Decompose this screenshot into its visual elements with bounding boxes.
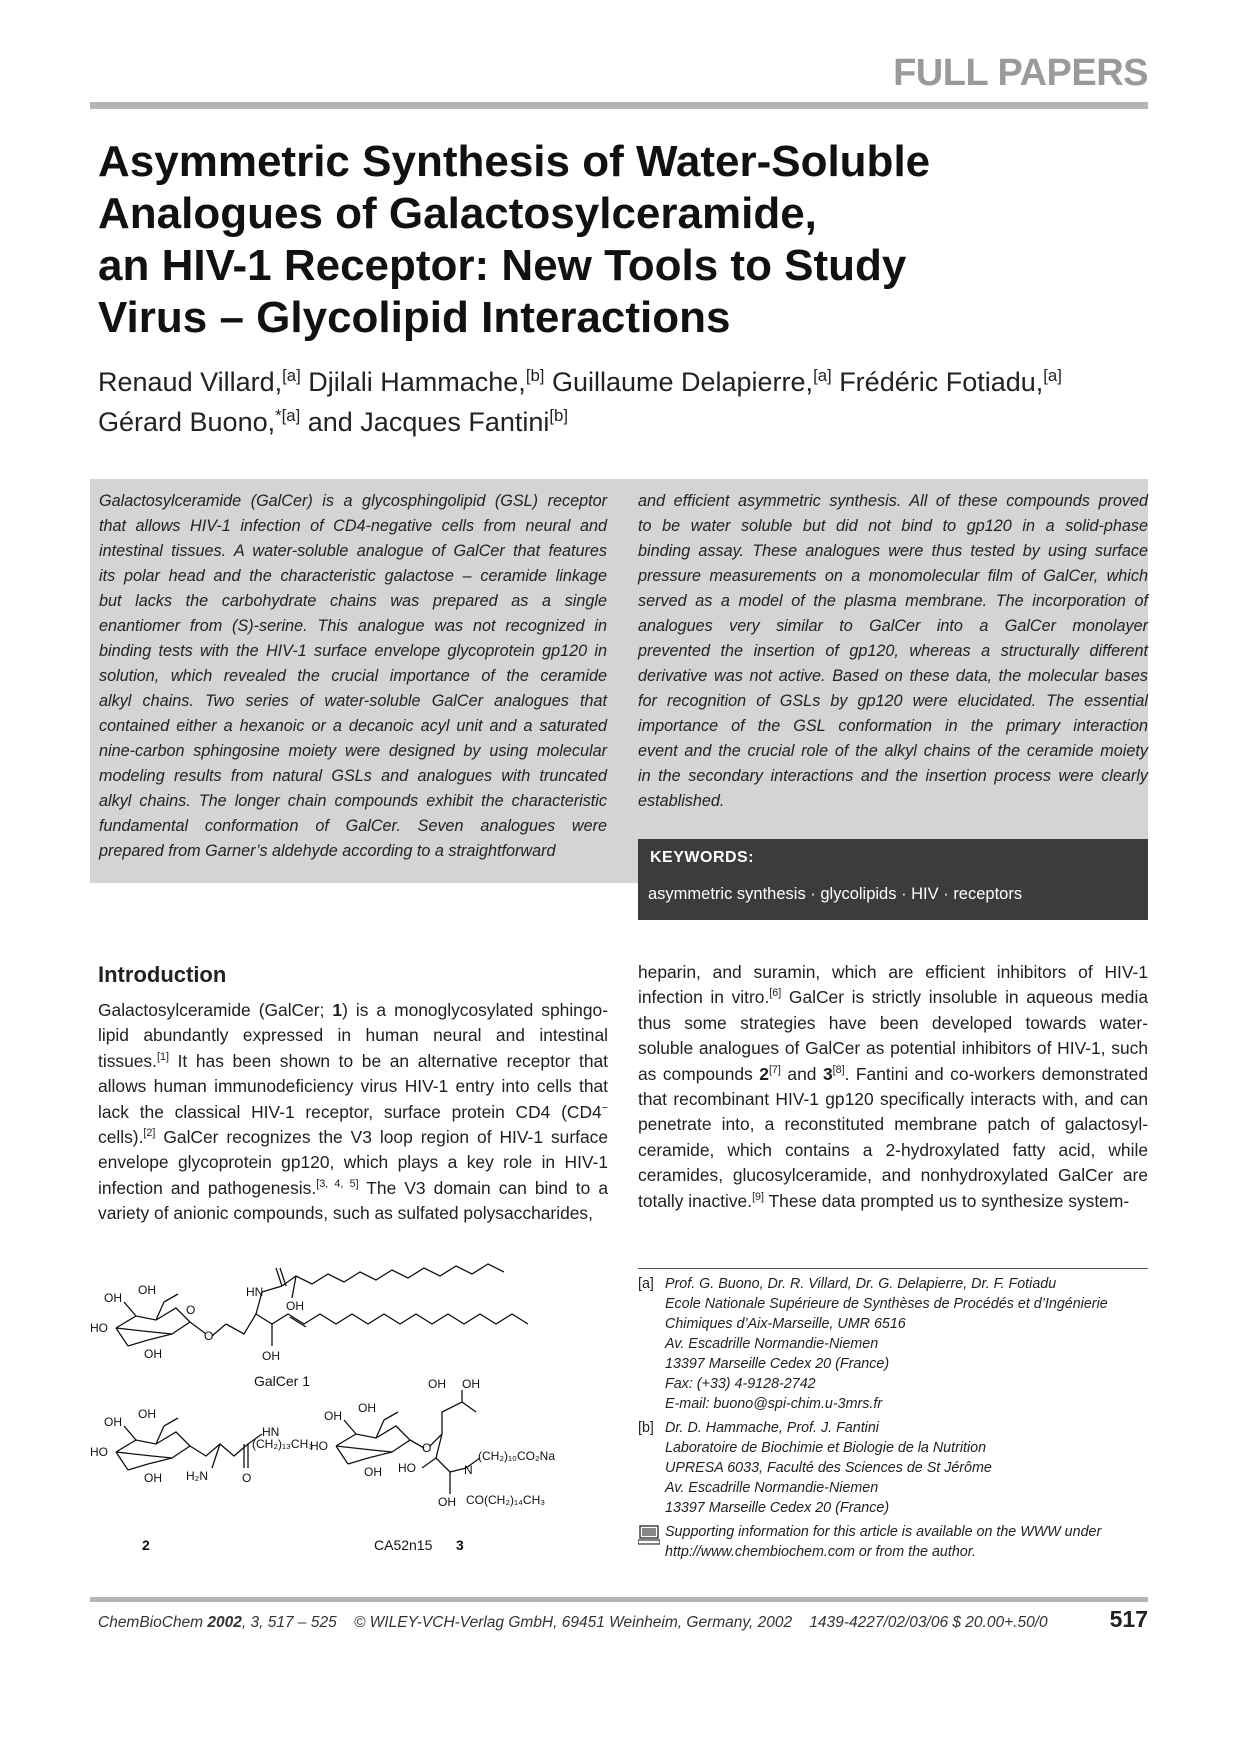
citation-ref: [6] (769, 987, 782, 1000)
structure-label: OH (438, 1495, 456, 1509)
galcer-structure (116, 1264, 528, 1346)
structure-label: O (422, 1441, 432, 1455)
title-line: an HIV-1 Receptor: New Tools to Study (98, 241, 907, 290)
author-affiliation: [b] (525, 366, 545, 385)
structure-label: OH (262, 1349, 280, 1363)
bottom-rule (90, 1597, 1148, 1602)
structure-label: N (464, 1463, 473, 1477)
structure-label: OH (364, 1465, 382, 1479)
abstract-line: fundamental conformation of GalCer. Seven analogues were (99, 817, 607, 835)
affiliation-tag: [b] (638, 1420, 654, 1436)
page-number: 517 (1109, 1606, 1148, 1632)
structure-label: OH (286, 1299, 304, 1313)
abstract-right-column (638, 489, 1148, 814)
abstract-line: modeling results from natural GSLs and analogues with truncated (99, 767, 607, 785)
title-line: Analogues of Galactosylceramide, (98, 189, 817, 238)
computer-icon (638, 1525, 660, 1545)
footer-citation (98, 1614, 1048, 1632)
supporting-info-line: Supporting information for this article is available on the WWW under (665, 1524, 1102, 1540)
compound-2-labels (90, 1407, 313, 1553)
affiliation-email: E-mail: buono@spi-chim.u-3mrs.fr (665, 1396, 883, 1412)
body-text-line: allows human immunodeficiency virus HIV-1 entry into cells that (98, 1076, 608, 1097)
structure-label: OH (144, 1347, 162, 1361)
abstract-line: and efficient asymmetric synthesis. All of these compounds proved (638, 492, 1148, 510)
body-text-line: ceramide, which contains a 2-hydroxylated fatty acid, while (638, 1139, 1148, 1160)
author-line (98, 402, 1158, 442)
citation-ref: [3, 4, 5] (316, 1178, 359, 1191)
body-text-line: ceramides, glucosylceramide, and nonhydroxylated GalCer are (638, 1165, 1148, 1186)
title-line: Asymmetric Synthesis of Water-Soluble (98, 137, 931, 186)
structure-label: O (242, 1471, 252, 1485)
journal-year: 2002 (207, 1614, 242, 1631)
compound-number: 2 (759, 1063, 769, 1084)
author-affiliation: [a] (1043, 366, 1062, 385)
abstract-line: event and the crucial role of the alkyl chains of the ceramide moiety (638, 742, 1148, 760)
author-name: Djilali Hammache, (308, 367, 526, 397)
affiliation-line: Ecole Nationale Supérieure de Synthèses de Procédés et d’Ingénierie (665, 1296, 1108, 1312)
body-text-line: that recombinant HIV-1 gp120 specifically interacts with, and can (638, 1089, 1148, 1110)
compound-2-structure (116, 1418, 262, 1470)
title-line: Virus – Glycolipid Interactions (98, 293, 731, 342)
footnote-rule (638, 1268, 1148, 1269)
abstract-line: binding tests with the HIV-1 surface envelope glycoprotein gp120 in (99, 642, 607, 660)
citation-ref: [7] (768, 1063, 781, 1076)
body-text-line: as compounds 2[7] and 3[8]. Fantini and co-workers demonstrated (638, 1063, 1148, 1084)
structure-caption: 3 (456, 1537, 464, 1553)
body-text-line: infection and pathogenesis.[3, 4, 5] The V3 domain can bind to a (98, 1177, 608, 1198)
abstract-line: for recognition of GSLs by gp120 were elucidated. The essential (638, 692, 1148, 710)
compound-3-labels (310, 1377, 555, 1553)
abstract-line: that allows HIV-1 infection of CD4-negative cells from neural and (99, 517, 607, 535)
structure-caption: GalCer 1 (254, 1373, 311, 1389)
structure-label: (CH₂)₁₀CO₂Na (478, 1449, 556, 1463)
affiliation-line: Prof. G. Buono, Dr. R. Villard, Dr. G. Delapierre, Dr. F. Fotiadu (665, 1276, 1057, 1292)
author-affiliation: [b] (549, 406, 569, 425)
author-list (98, 362, 1158, 442)
citation-ref: [9] (752, 1190, 765, 1203)
abstract-line: established. (638, 792, 725, 810)
body-text-line: infection in vitro.[6] GalCer is strictly insoluble in aqueous media (638, 987, 1148, 1008)
structure-label: OH (104, 1415, 122, 1429)
issn-price: 1439-4227/02/03/06 $ 20.00+.50/0 (809, 1614, 1048, 1631)
abstract-line: analogues very similar to GalCer into a GalCer monolayer (638, 617, 1148, 635)
affiliation-line: 13397 Marseille Cedex 20 (France) (665, 1356, 890, 1372)
affiliation-line: Fax: (+33) 4-9128-2742 (665, 1376, 816, 1392)
abstract-line: but lacks the carbohydrate chains was prepared as a single (99, 592, 607, 610)
body-text-line: lack the classical HIV-1 receptor, surface protein CD4 (CD4− (98, 1101, 608, 1122)
citation-ref: [8] (832, 1063, 845, 1076)
abstract-line: derivative was not active. Based on these data, the molecular bases (638, 667, 1148, 685)
citation-ref: [2] (143, 1127, 156, 1140)
structure-label: O (204, 1329, 214, 1343)
author-affiliation: *[a] (275, 406, 301, 425)
journal-name: ChemBioChem (98, 1614, 204, 1631)
abstract-line: Galactosylceramide (GalCer) is a glycosphingolipid (GSL) receptor (99, 492, 607, 510)
author-affiliations (638, 1274, 1150, 1566)
compound-number: 3 (822, 1063, 833, 1084)
author-name: Frédéric Fotiadu, (839, 367, 1044, 397)
structure-label: (CH₂)₁₃CH₃ (252, 1437, 314, 1451)
abstract-line: in the secondary interactions and the insertion process were clearly (638, 767, 1148, 785)
structure-label: HO (90, 1321, 108, 1335)
structure-label: OH (324, 1409, 342, 1423)
body-text-line: totally inactive.[9] These data prompted us to synthesize system- (638, 1190, 1130, 1211)
structure-label: OH (358, 1401, 376, 1415)
top-rule (90, 102, 1148, 109)
structure-label: OH (144, 1471, 162, 1485)
structure-label: OH (138, 1407, 156, 1421)
structure-label: O (186, 1303, 196, 1317)
abstract-line: to be water soluble but did not bind to gp120 in a solid-phase (638, 517, 1148, 535)
affiliation-block (638, 1274, 1150, 1414)
body-text-line: heparin, and suramin, which are efficient inhibitors of HIV-1 (638, 962, 1148, 982)
introduction-heading: Introduction (98, 962, 227, 987)
affiliation-line: Av. Escadrille Normandie-Niemen (665, 1480, 879, 1496)
introduction-left-column (98, 998, 608, 1227)
affiliation-line: Av. Escadrille Normandie-Niemen (665, 1336, 879, 1352)
body-text-line: tissues.[1] It has been shown to be an alternative receptor that (98, 1050, 608, 1071)
body-text-line: lipid abundantly expressed in human neural and intestinal (98, 1025, 608, 1046)
structure-label: HN (262, 1425, 280, 1439)
structure-label: HN (246, 1285, 264, 1299)
body-text-line: soluble analogues of GalCer as potential inhibitors of HIV-1, such (638, 1038, 1148, 1059)
abstract-line: alkyl chains. The longer chain compounds exhibit the characteristic (99, 792, 607, 810)
structure-label: CO(CH₂)₁₄CH₃ (466, 1493, 546, 1507)
affiliation-line: UPRESA 6033, Faculté des Sciences de St Jérôme (665, 1460, 992, 1476)
abstract-line: alkyl chains. Two series of water-soluble GalCer analogues that (99, 692, 607, 710)
author-name: and Jacques Fantini (307, 407, 550, 437)
author-line (98, 362, 1158, 402)
affiliation-line: Laboratoire de Biochimie et Biologie de la Nutrition (665, 1440, 987, 1456)
structure-label: OH (428, 1377, 446, 1391)
compound-number: 1 (332, 1000, 343, 1020)
affiliation-line: 13397 Marseille Cedex 20 (France) (665, 1500, 890, 1516)
affiliation-line: Dr. D. Hammache, Prof. J. Fantini (665, 1420, 879, 1436)
body-text-line: thus some strategies have been developed towards water- (638, 1012, 1148, 1033)
abstract-line: intestinal tissues. A water-soluble analogue of GalCer that features (99, 542, 607, 560)
citation-ref: [1] (156, 1051, 169, 1064)
body-text-line: Galactosylceramide (GalCer; 1) is a monoglycosylated sphingo- (98, 1000, 608, 1020)
abstract-line: prevented the insertion of gp120, whereas a structurally different (638, 642, 1148, 660)
body-text-line: variety of anionic compounds, such as sulfated polysaccharides, (98, 1203, 593, 1224)
citation-ref: − (601, 1101, 608, 1114)
structure-label: HO (310, 1439, 328, 1453)
abstract-line: importance of the GSL conformation in the primary interaction (638, 717, 1148, 735)
structure-label: HO (398, 1461, 416, 1475)
section-label: FULL PAPERS (893, 52, 1148, 94)
structure-label: OH (138, 1283, 156, 1297)
chemical-structures-figure (86, 1262, 646, 1572)
article-title (98, 136, 1138, 344)
structure-label: HO (90, 1445, 108, 1459)
affiliation-tag: [a] (638, 1276, 654, 1292)
body-text-line: cells).[2] GalCer recognizes the V3 loop region of HIV-1 surface (98, 1127, 608, 1148)
keywords-box (638, 839, 1148, 920)
structure-label: H₂N (186, 1469, 208, 1483)
abstract-line: solution, which revealed the crucial importance of the ceramide (99, 667, 607, 685)
abstract-line: pressure measurements on a monomolecular film of GalCer, which (638, 567, 1148, 585)
introduction-right-column (638, 960, 1148, 1214)
body-text-line: penetrate into, a reconstituted membrane patch of galactosyl- (638, 1114, 1148, 1135)
supporting-info-line: http://www.chembiochem.com or from the author. (665, 1544, 976, 1560)
affiliation-line: Chimiques d’Aix-Marseille, UMR 6516 (665, 1316, 906, 1332)
volume-pages: , 3, 517 – 525 (241, 1614, 337, 1631)
abstract-line: binding assay. These analogues were thus tested by using surface (638, 542, 1148, 560)
abstract-line: contained either a hexanoic or a decanoic acyl unit and a saturated (99, 717, 607, 735)
abstract-left-column (99, 489, 607, 864)
galcer-labels (90, 1283, 310, 1389)
fatty-acid-chain (282, 1264, 504, 1286)
abstract-line: prepared from Garner’s aldehyde according to a straightforward (99, 842, 556, 860)
structure-caption: CA52n15 (374, 1537, 433, 1553)
galcer-sugar-ring (116, 1308, 190, 1334)
sphingosine-chain (256, 1314, 528, 1324)
author-name: Gérard Buono, (98, 407, 276, 437)
structure-label: OH (104, 1291, 122, 1305)
abstract-line: nine-carbon sphingosine moiety were designed by using molecular (99, 742, 607, 760)
keywords-label: KEYWORDS: (650, 849, 755, 866)
abstract-line: served as a model of the plasma membrane. The incorporation of (638, 592, 1148, 610)
body-text-line: envelope glycoprotein gp120, which plays a key role in HIV-1 (98, 1152, 608, 1173)
supporting-info-block (638, 1522, 1150, 1562)
affiliation-block (638, 1418, 1150, 1518)
author-name: Renaud Villard, (98, 367, 283, 397)
abstract-line: its polar head and the characteristic galactose – ceramide linkage (99, 567, 607, 585)
structure-caption: 2 (142, 1537, 150, 1553)
author-affiliation: [a] (282, 366, 301, 385)
author-affiliation: [a] (813, 366, 832, 385)
abstract-line: enantiomer from (S)-serine. This analogue was not recognized in (99, 617, 607, 635)
author-name: Guillaume Delapierre, (551, 367, 814, 397)
keywords-list: asymmetric synthesis · glycolipids · HIV · receptors (648, 885, 1023, 903)
copyright-notice: © WILEY-VCH-Verlag GmbH, 69451 Weinheim, Germany, 2002 (353, 1614, 793, 1631)
structure-label: OH (462, 1377, 480, 1391)
